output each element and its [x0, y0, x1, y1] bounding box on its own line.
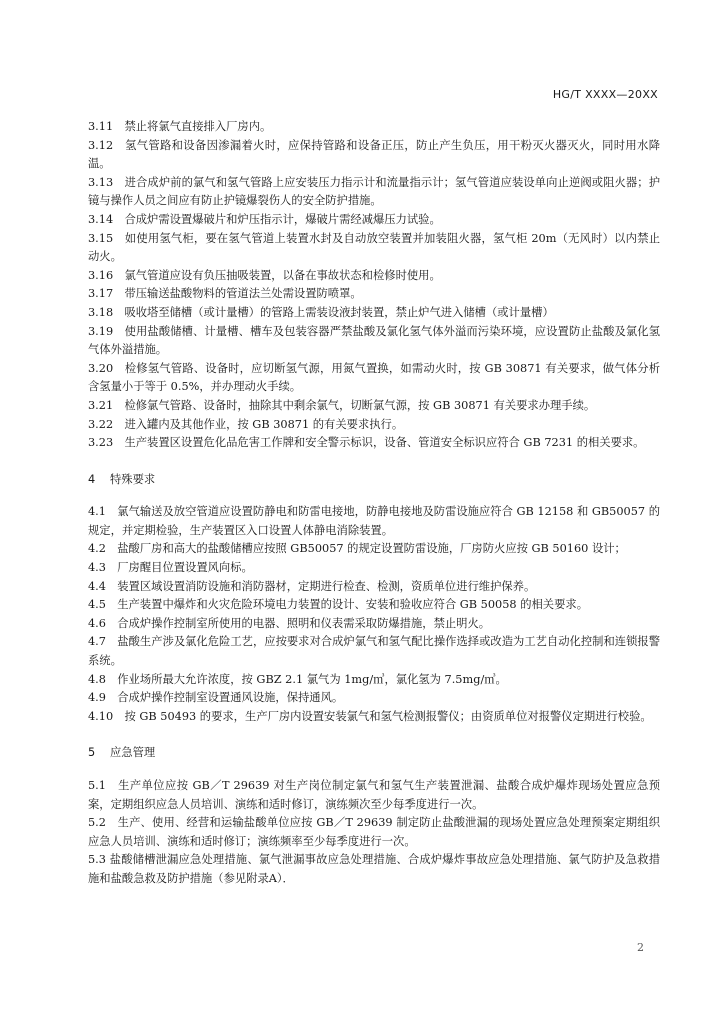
clause-3-16: 3.16 氯气管道应设有负压抽吸装置，以备在事故状态和检修时使用。: [88, 268, 441, 282]
section-4-heading: [88, 471, 660, 490]
clause-4-4: 4.4 装置区域设置消防设施和消防器材，定期进行检查、检测，资质单位进行维护保养。: [88, 579, 536, 593]
section-4-number: 4: [88, 472, 96, 486]
section-5-number: 5: [88, 746, 96, 760]
clause-3-11: 3.11 禁止将氯气直接排入厂房内。: [88, 120, 272, 133]
document-body: [88, 118, 660, 889]
section-4: [88, 503, 660, 726]
clause-4-1: 4.1 氯气输送及放空管道应设置防静电和防雷电接地，防静电接地及防雷设施应符合 GB 12158 和 GB50057 的规定，并定期检验，生产装置区入口设置人体静电消除装置。: [88, 505, 660, 537]
clause-3-18: 3.18 吸收塔至储槽（或计量槽）的管路上需装设液封装置，禁止炉气进入储槽（或计量槽）: [88, 305, 554, 319]
clause-3-14: 3.14 合成炉需设置爆破片和炉压指示计，爆破片需经减爆压力试验。: [88, 212, 441, 226]
clause-3-21: 3.21 检修氯气管路、设备时，抽除其中剩余氯气，切断氯气源，按 GB 30871 有关要求办理手续。: [88, 398, 596, 412]
clause-4-10: 4.10 按 GB 50493 的要求，生产厂房内设置安装氯气和氢气检测报警仪；由资质单位对报警仪定期进行校验。: [88, 709, 652, 723]
clause-3-19: 3.19 使用盐酸储槽、计量槽、槽车及包装容器严禁盐酸及氯化氢气体外溢而污染环境，应设置防止盐酸及氯化氢气体外溢措施。: [88, 324, 660, 357]
section-5-heading: [88, 744, 660, 763]
clause-4-7: 4.7 盐酸生产涉及氯化危险工艺，应按要求对合成炉氯气和氢气配比操作选择或改造为工艺自动化控制和连锁报警系统。: [88, 635, 660, 668]
clause-3-22: 3.22 进入罐内及其他作业，按 GB 30871 的有关要求执行。: [88, 417, 404, 431]
clause-3-17: 3.17 带压输送盐酸物料的管道法兰处需设置防喷罩。: [88, 287, 362, 301]
clause-5-1: 5.1 生产单位应按 GB／T 29639 对生产岗位制定氯气和氢气生产装置泄漏、盐酸合成炉爆炸现场处置应急预案，定期组织应急人员培训、演练和适时修订，演练频次至少每季度进行一次。: [88, 779, 660, 811]
clause-4-8: 4.8 作业场所最大允许浓度，按 GBZ 2.1 氯气为 1mg/㎥，氯化氢为 7.5mg/㎥。: [88, 672, 507, 686]
document-code: HG/T XXXX—20XX: [552, 88, 658, 101]
clause-4-6: 4.6 合成炉操作控制室所使用的电器、照明和仪表需采取防爆措施，禁止明火。: [88, 616, 491, 630]
clause-3-13: 3.13 进合成炉前的氯气和氢气管路上应安装压力指示计和流量指示计；氢气管道应装设单向止逆阀或阻火器；护镜与操作人员之间应有防止护镜爆裂伤人的安全防护措施。: [88, 175, 660, 208]
clause-3-23: 3.23 生产装置区设置危化品危害工作牌和安全警示标识，设备、管道安全标识应符合 GB 7231 的相关要求。: [88, 436, 645, 450]
section-4-title: 特殊要求: [110, 472, 156, 486]
clause-3-12: 3.12 氢气管路和设备因渗漏着火时，应保持管路和设备正压，防止产生负压，用干粉灭火器灭火，同时用水降温。: [88, 138, 660, 171]
clause-3-20: 3.20 检修氢气管路、设备时，应切断氢气源，用氮气置换，如需动火时，按 GB 30871 有关要求，做气体分析含氢量小于等于 0.5%，并办理动火手续。: [88, 361, 660, 394]
page-number: 2: [637, 941, 644, 954]
clause-4-2: 4.2 盐酸厂房和高大的盐酸储槽应按照 GB50057 的规定设置防雷设施，厂房防火应按 GB 50160 设计；: [88, 542, 626, 556]
clause-5-2: 5.2 生产、使用、经营和运输盐酸单位应按 GB／T 29639 制定防止盐酸泄漏的现场处置应急处理预案定期组织应急人员培训、演练和适时修订；演练频率至少每季度进行一次。: [88, 816, 660, 848]
clause-4-9: 4.9 合成炉操作控制室设置通风设施，保持通风。: [88, 691, 344, 705]
clause-5-3: 5.3 盐酸储槽泄漏应急处理措施、氯气泄漏事故应急处理措施、合成炉爆炸事故应急处理措施、氯气防护及急救措施和盐酸急救及防护措施（参见附录A）．: [88, 853, 660, 885]
clause-4-5: 4.5 生产装置中爆炸和火灾危险环境电力装置的设计、安装和验收应符合 GB 50058 的相关要求。: [88, 598, 588, 612]
section-5: [88, 777, 660, 889]
clause-4-3: 4.3 厂房醒目位置设置风向标。: [88, 561, 253, 575]
section-5-title: 应急管理: [110, 746, 156, 760]
section-3-continued: [88, 118, 660, 453]
clause-3-15: 3.15 如使用氢气柜，要在氢气管道上装置水封及自动放空装置并加装阻火器，氢气柜 20m（无风时）以内禁止动火。: [88, 231, 660, 264]
